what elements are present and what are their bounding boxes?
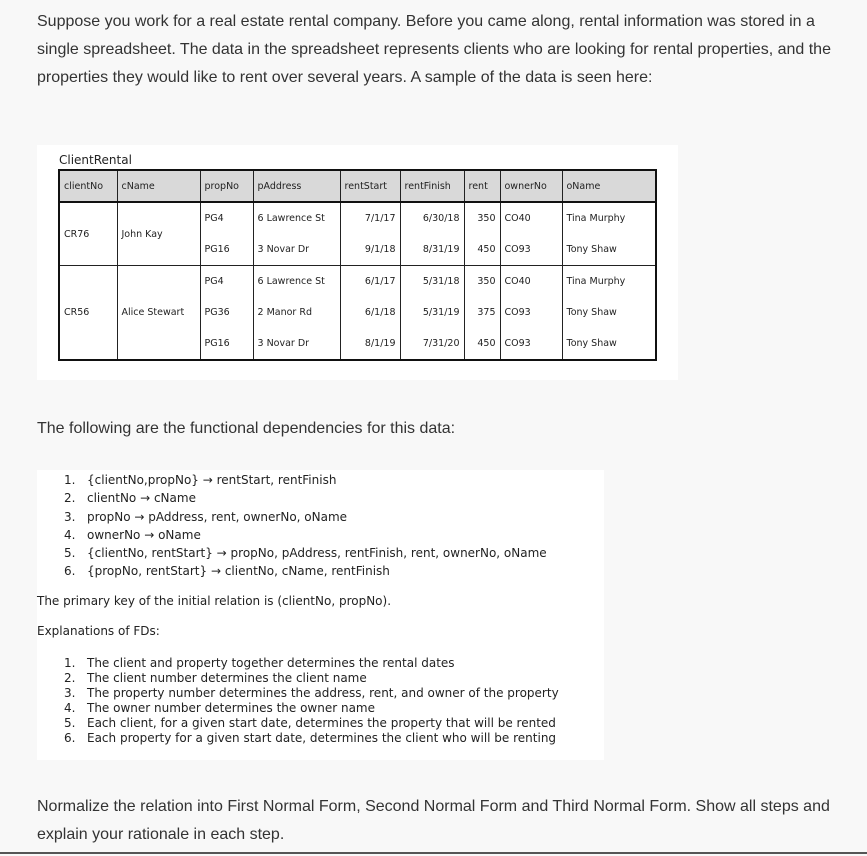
list-item: [37, 526, 547, 544]
cell-rentStart: 6/1/17: [340, 266, 400, 298]
list-item-text: {clientNo, rentStart} → propNo, pAddress, rentFinish, rent, ownerNo, oName: [87, 546, 547, 561]
list-item: [37, 686, 559, 701]
list-item-text: Each client, for a given start date, determines the property that will be rented: [87, 716, 556, 730]
cell-rentStart: 7/1/17: [340, 202, 400, 234]
cell-rentFinish: 6/30/18: [400, 202, 464, 234]
column-header-oName: oName: [562, 170, 656, 202]
cell-cName: Alice Stewart: [117, 266, 200, 361]
list-number: 6.: [64, 731, 76, 745]
column-header-ownerNo: ownerNo: [500, 170, 562, 202]
column-header-rentStart: rentStart: [340, 170, 400, 202]
column-header-rentFinish: rentFinish: [400, 170, 464, 202]
list-item: [37, 489, 547, 507]
intro-paragraph: Suppose you work for a real estate rental company. Before you came along, rental information was stored in a single spreadsheet. The data in the spreadsheet represents clients who are looking for rental properties, and the properties they would like to rent over several years. A sample of the data is seen here:: [37, 13, 831, 86]
list-number: 5.: [64, 546, 76, 561]
list-item-text: {propNo, rentStart} → clientNo, cName, rentFinish: [87, 564, 390, 579]
list-item: [37, 471, 547, 489]
cell-rentStart: 6/1/18: [340, 297, 400, 328]
cell-oName: Tony Shaw: [562, 297, 656, 328]
list-item: [37, 508, 547, 526]
column-header-clientNo: clientNo: [59, 170, 117, 202]
list-number: 4.: [64, 701, 76, 715]
list-number: 1.: [64, 473, 76, 487]
list-item: [37, 716, 559, 731]
list-number: 3.: [64, 509, 76, 524]
list-item: [37, 562, 547, 580]
cell-rentStart: 8/1/19: [340, 328, 400, 360]
table-caption: ClientRental: [59, 153, 132, 167]
explanations-list: [37, 656, 559, 746]
cell-oName: Tony Shaw: [562, 234, 656, 266]
list-number: 2.: [64, 491, 76, 506]
list-item: [37, 731, 559, 746]
list-item-text: The client and property together determines the rental dates: [87, 656, 455, 670]
cell-pAddress: 6 Lawrence St: [253, 202, 340, 234]
table-header-row: [59, 170, 656, 202]
cell-rentFinish: 5/31/19: [400, 297, 464, 328]
primary-key-text: The primary key of the initial relation is (clientNo, propNo).: [37, 594, 392, 608]
cell-rentFinish: 7/31/20: [400, 328, 464, 360]
list-item-text: The owner number determines the owner name: [87, 701, 375, 715]
cell-clientNo: CR76: [59, 202, 117, 266]
cell-pAddress: 2 Manor Rd: [253, 297, 340, 328]
column-header-rent: rent: [464, 170, 500, 202]
task-paragraph: Normalize the relation into First Normal Form, Second Normal Form and Third Normal Form. Show all steps and explain your rationale in each step.: [37, 798, 830, 843]
table-row: [59, 266, 656, 298]
list-item: [37, 701, 559, 716]
cell-rent: 450: [464, 234, 500, 266]
cell-pAddress: 3 Novar Dr: [253, 328, 340, 360]
list-item-text: clientNo → cName: [87, 491, 196, 506]
table-row: [59, 202, 656, 234]
list-item-text: {clientNo,propNo} → rentStart, rentFinish: [87, 473, 337, 487]
cell-ownerNo: CO93: [500, 234, 562, 266]
list-number: 1.: [64, 656, 76, 670]
column-header-cName: cName: [117, 170, 200, 202]
cell-rentFinish: 5/31/18: [400, 266, 464, 298]
cell-rentStart: 9/1/18: [340, 234, 400, 266]
cell-rent: 450: [464, 328, 500, 360]
cell-oName: Tina Murphy: [562, 202, 656, 234]
list-number: 4.: [64, 527, 76, 542]
cell-cName: John Kay: [117, 202, 200, 266]
column-header-pAddress: pAddress: [253, 170, 340, 202]
cell-pAddress: 3 Novar Dr: [253, 234, 340, 266]
fd-list: [37, 471, 547, 581]
cell-ownerNo: CO40: [500, 202, 562, 234]
cell-propNo: PG16: [200, 328, 253, 360]
list-item: [37, 544, 547, 562]
cell-rentFinish: 8/31/19: [400, 234, 464, 266]
cell-rent: 350: [464, 202, 500, 234]
list-number: 3.: [64, 686, 76, 700]
list-item-text: Each property for a given start date, determines the client who will be renting: [87, 731, 557, 745]
fd-intro: The following are the functional dependencies for this data:: [37, 420, 456, 437]
divider: [0, 852, 867, 854]
cell-propNo: PG36: [200, 297, 253, 328]
column-header-propNo: propNo: [200, 170, 253, 202]
cell-propNo: PG4: [200, 202, 253, 234]
explanations-heading: Explanations of FDs:: [37, 624, 160, 638]
cell-propNo: PG4: [200, 266, 253, 298]
cell-oName: Tina Murphy: [562, 266, 656, 298]
cell-oName: Tony Shaw: [562, 328, 656, 360]
cell-rent: 350: [464, 266, 500, 298]
list-number: 5.: [64, 716, 76, 730]
list-item-text: The property number determines the address, rent, and owner of the property: [87, 686, 559, 700]
list-number: 6.: [64, 564, 76, 579]
cell-clientNo: CR56: [59, 266, 117, 361]
list-number: 2.: [64, 671, 76, 685]
list-item: [37, 656, 559, 671]
list-item: [37, 671, 559, 686]
cell-ownerNo: CO93: [500, 297, 562, 328]
client-rental-table: [58, 169, 657, 361]
list-item-text: propNo → pAddress, rent, ownerNo, oName: [87, 509, 348, 524]
cell-rent: 375: [464, 297, 500, 328]
cell-ownerNo: CO40: [500, 266, 562, 298]
list-item-text: ownerNo → oName: [87, 527, 201, 542]
fd-image: [37, 470, 604, 760]
cell-ownerNo: CO93: [500, 328, 562, 360]
list-item-text: The client number determines the client name: [87, 671, 367, 685]
client-rental-table-image: [37, 145, 678, 380]
cell-propNo: PG16: [200, 234, 253, 266]
cell-pAddress: 6 Lawrence St: [253, 266, 340, 298]
